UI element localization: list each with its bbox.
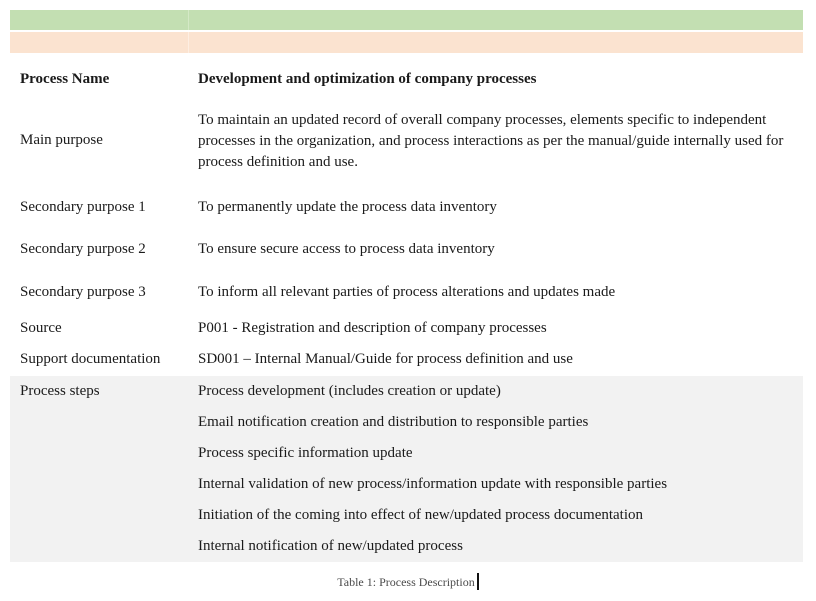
process-steps-label-empty (10, 531, 188, 562)
table-row-secondary-purpose-1 (10, 186, 803, 228)
process-steps-label-empty (10, 438, 188, 469)
table-row-process-name (10, 64, 803, 94)
support-documentation-label: Support documentation (20, 351, 161, 367)
source-value: P001 - Registration and description of company processes (198, 320, 547, 336)
process-name-label: Process Name (20, 70, 110, 87)
table-row-main-purpose (10, 94, 803, 186)
header-band-green-cell-2 (189, 10, 803, 30)
table-row-secondary-purpose-3 (10, 270, 803, 314)
header-band-peach-cell-2 (189, 32, 803, 53)
process-steps-label: Process steps (10, 376, 188, 407)
process-step-4: Internal validation of new process/information update with responsible parties (188, 469, 803, 500)
header-band-peach (10, 32, 803, 53)
secondary-purpose-3-label: Secondary purpose 3 (20, 283, 146, 300)
secondary-purpose-1-value: To permanently update the process data inventory (198, 198, 497, 215)
table-row-secondary-purpose-2 (10, 228, 803, 270)
process-name-value: Development and optimization of company processes (198, 70, 537, 87)
table-caption-text: Table 1: Process Description (337, 575, 475, 589)
process-steps-label-empty (10, 407, 188, 438)
table-row-process-step-5 (10, 500, 803, 531)
header-band-peach-cell-1 (10, 32, 189, 53)
process-step-6: Internal notification of new/updated process (188, 531, 803, 562)
table-row-process-step-1 (10, 376, 803, 407)
text-cursor-icon (477, 573, 479, 590)
header-band-green (10, 10, 803, 30)
secondary-purpose-2-label: Secondary purpose 2 (20, 240, 146, 257)
secondary-purpose-2-value: To ensure secure access to process data inventory (198, 240, 495, 257)
process-step-5: Initiation of the coming into effect of new/updated process documentation (188, 500, 803, 531)
secondary-purpose-1-label: Secondary purpose 1 (20, 198, 146, 215)
main-purpose-value: To maintain an updated record of overall company processes, elements specific to independent processes in the organization, and process interactions as per the manual/guide internally used for process definition and use. (198, 111, 784, 170)
source-label: Source (20, 320, 62, 336)
table-row-source (10, 314, 803, 343)
process-step-1: Process development (includes creation or update) (188, 376, 803, 407)
support-documentation-value: SD001 – Internal Manual/Guide for process definition and use (198, 351, 573, 367)
process-step-2: Email notification creation and distribution to responsible parties (188, 407, 803, 438)
main-purpose-label: Main purpose (20, 131, 103, 148)
table-row-support-documentation (10, 343, 803, 376)
process-description-table (10, 64, 803, 562)
table-row-process-step-2 (10, 407, 803, 438)
secondary-purpose-3-value: To inform all relevant parties of process alterations and updates made (198, 283, 616, 300)
table-caption[interactable] (0, 573, 816, 590)
process-steps-label-empty (10, 469, 188, 500)
table-row-process-step-6 (10, 531, 803, 562)
table-row-process-step-4 (10, 469, 803, 500)
process-step-3: Process specific information update (188, 438, 803, 469)
header-band-green-cell-1 (10, 10, 189, 30)
process-steps-label-empty (10, 500, 188, 531)
table-row-process-step-3 (10, 438, 803, 469)
